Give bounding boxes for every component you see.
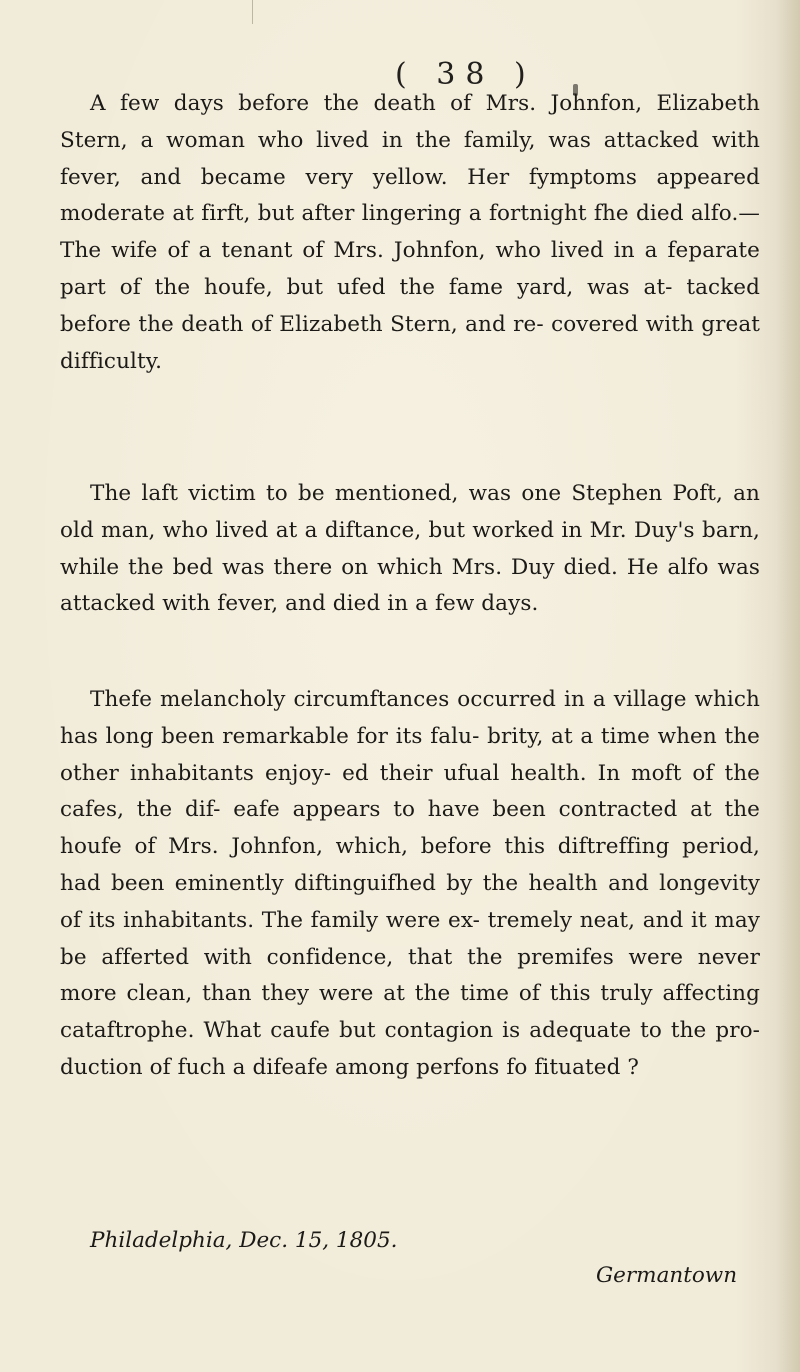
dateline: Philadelphia, Dec. 15, 1805. (90, 1228, 398, 1253)
paragraph-3-text: Thefe melancholy circumftances occurred in a village which has long been remarkable for its falu- brity, at a time when the other inhabitants enjoy- ed their ufual health. In moft of the cafes, the dif- eafe appears to have been contracted at the houfe of Mrs. Johnfon, which, before this diftreffing period, had been eminently diftinguifhed by the health and longevity of its inhabitants. The family were ex- tremely neat, and it may be afferted with confidence, that the premifes were never more clean, than they were at the time of this truly affecting cataftrophe. What caufe but contagion is adequate to the pro- duction of fuch a difeafe among perfons fo fituated ? (60, 687, 760, 1080)
page-edge-shadow (776, 0, 800, 1372)
paragraph-1 (60, 86, 760, 380)
paragraph-2 (60, 476, 760, 623)
paper-mark (252, 0, 253, 24)
paragraph-3 (60, 682, 760, 1087)
paragraph-2-text: The laft victim to be mentioned, was one Stephen Poft, an old man, who lived at a diftance, but worked in Mr. Duy's barn, while the bed was there on which Mrs. Duy died. He alfo was attacked with fever, and died in a few days. (60, 481, 760, 617)
page-number: ( 38 ) (395, 57, 536, 92)
paragraph-1-text: A few days before the death of Mrs. Johnfon, Elizabeth Stern, a woman who lived in the family, was attacked with fever, and became very yellow. Her fymptoms appeared moderate at firft, but after lingering a fortnight fhe died alfo.—The wife of a tenant of Mrs. Johnfon, who lived in a feparate part of the houfe, but ufed the fame yard, was at- tacked before the death of Elizabeth Stern, and re- covered with great difficulty. (60, 91, 760, 374)
catchword: Germantown (596, 1263, 738, 1288)
